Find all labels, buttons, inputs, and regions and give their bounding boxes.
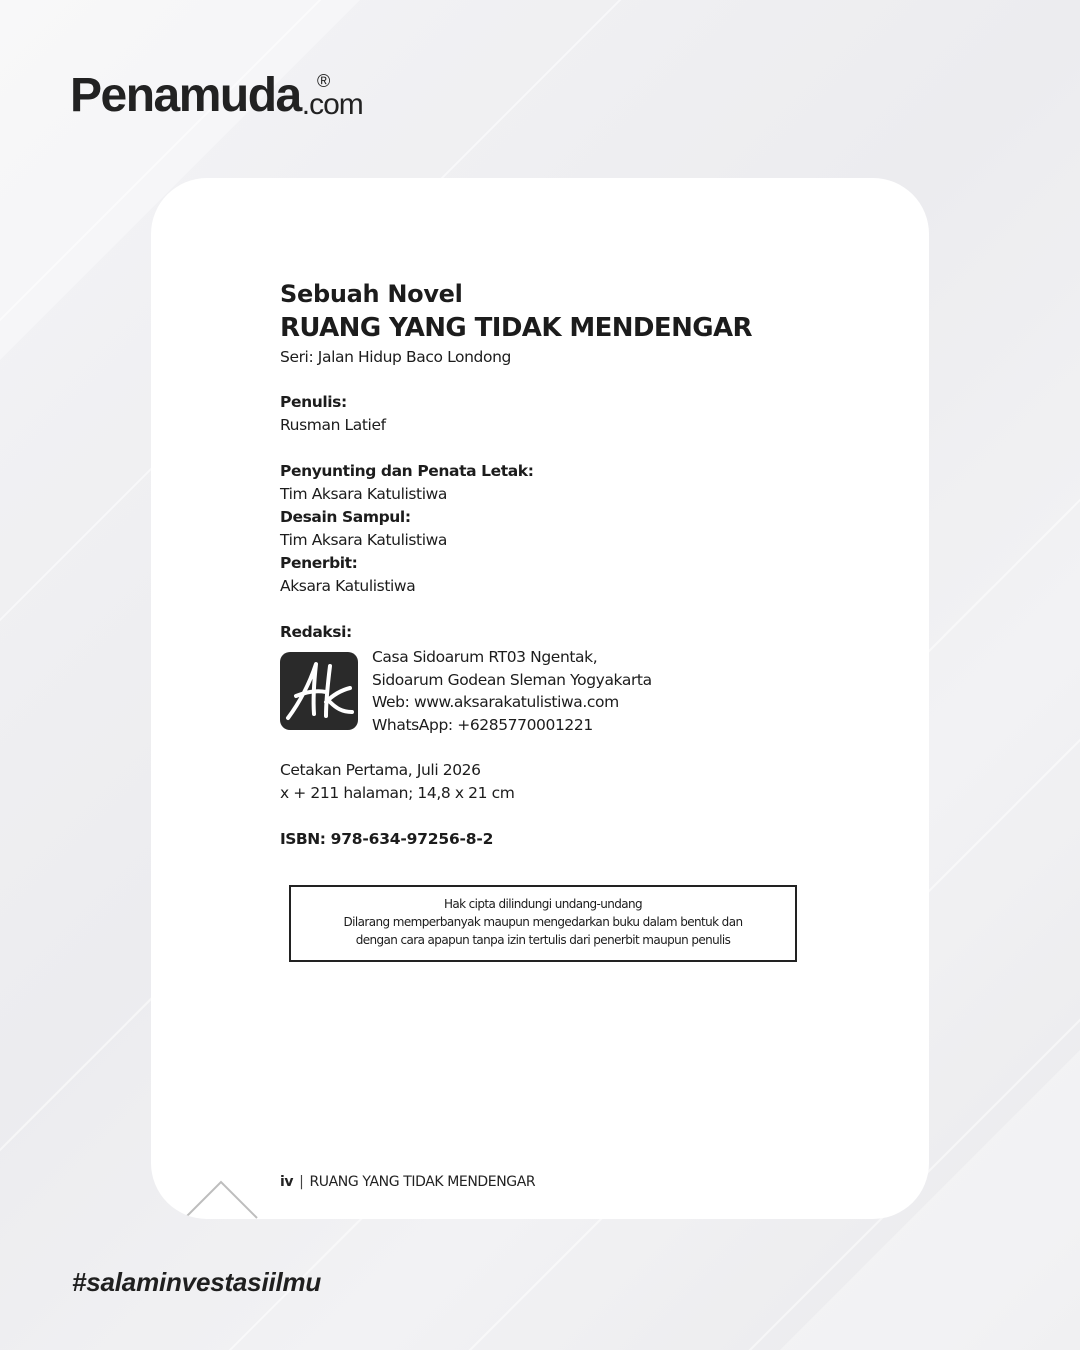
edition-info: Cetakan Pertama, Juli 2026	[280, 761, 481, 779]
redaksi-address	[372, 646, 652, 736]
book-page-card	[151, 178, 929, 1219]
isbn	[280, 828, 840, 850]
redaksi-block	[280, 646, 840, 736]
author-value: Rusman Latief	[280, 416, 386, 434]
logo-domain: .com	[301, 88, 363, 121]
logo-wordmark: Penamuda	[70, 69, 301, 122]
copyright-line: Hak cipta dilindungi undang-undang	[443, 897, 643, 911]
copyright-line: Dilarang memperbanyak maupun mengedarkan buku dalam bentuk dan	[343, 915, 743, 929]
website-line: Web: www.aksarakatulistiwa.com	[372, 693, 619, 711]
address-line: Sidoarum Godean Sleman Yogyakarta	[372, 670, 652, 689]
aksara-katulistiwa-logo-icon	[280, 652, 358, 730]
copyright-notice	[289, 885, 797, 962]
pages-info: x + 211 halaman; 14,8 x 21 cm	[280, 784, 515, 802]
address-line: Casa Sidoarum RT03 Ngentak,	[372, 648, 598, 666]
editor-value: Tim Aksara Katulistiwa	[280, 485, 448, 503]
copyright-line: dengan cara apapun tanpa izin tertulis dari penerbit maupun penulis	[355, 933, 731, 947]
page-number: iv	[280, 1174, 294, 1190]
publisher-label: Penerbit:	[280, 554, 358, 572]
author-label: Penulis:	[280, 393, 347, 411]
running-title: RUANG YANG TIDAK MENDENGAR	[309, 1174, 536, 1190]
isbn-value: 978-634-97256-8-2	[330, 830, 494, 848]
cover-value: Tim Aksara Katulistiwa	[280, 531, 448, 549]
chevron-up-icon	[181, 1176, 271, 1219]
book-series: Seri: Jalan Hidup Baco Londong	[280, 348, 511, 366]
page-footer	[280, 1174, 535, 1190]
footer-separator: |	[299, 1174, 304, 1190]
isbn-label: ISBN:	[280, 830, 326, 848]
penamuda-logo[interactable]	[70, 69, 363, 122]
publisher-value: Aksara Katulistiwa	[280, 577, 416, 595]
book-title: RUANG YANG TIDAK MENDENGAR	[280, 313, 752, 343]
hashtag: #salaminvestasiilmu	[72, 1267, 322, 1297]
imprint-content	[280, 278, 840, 850]
whatsapp-line: WhatsApp: +6285770001221	[372, 715, 593, 734]
cover-label: Desain Sampul:	[280, 508, 411, 526]
redaksi-label: Redaksi:	[280, 623, 352, 641]
registered-mark: ®	[317, 71, 331, 91]
editor-label: Penyunting dan Penata Letak:	[280, 462, 534, 480]
book-subtitle: Sebuah Novel	[280, 280, 463, 308]
